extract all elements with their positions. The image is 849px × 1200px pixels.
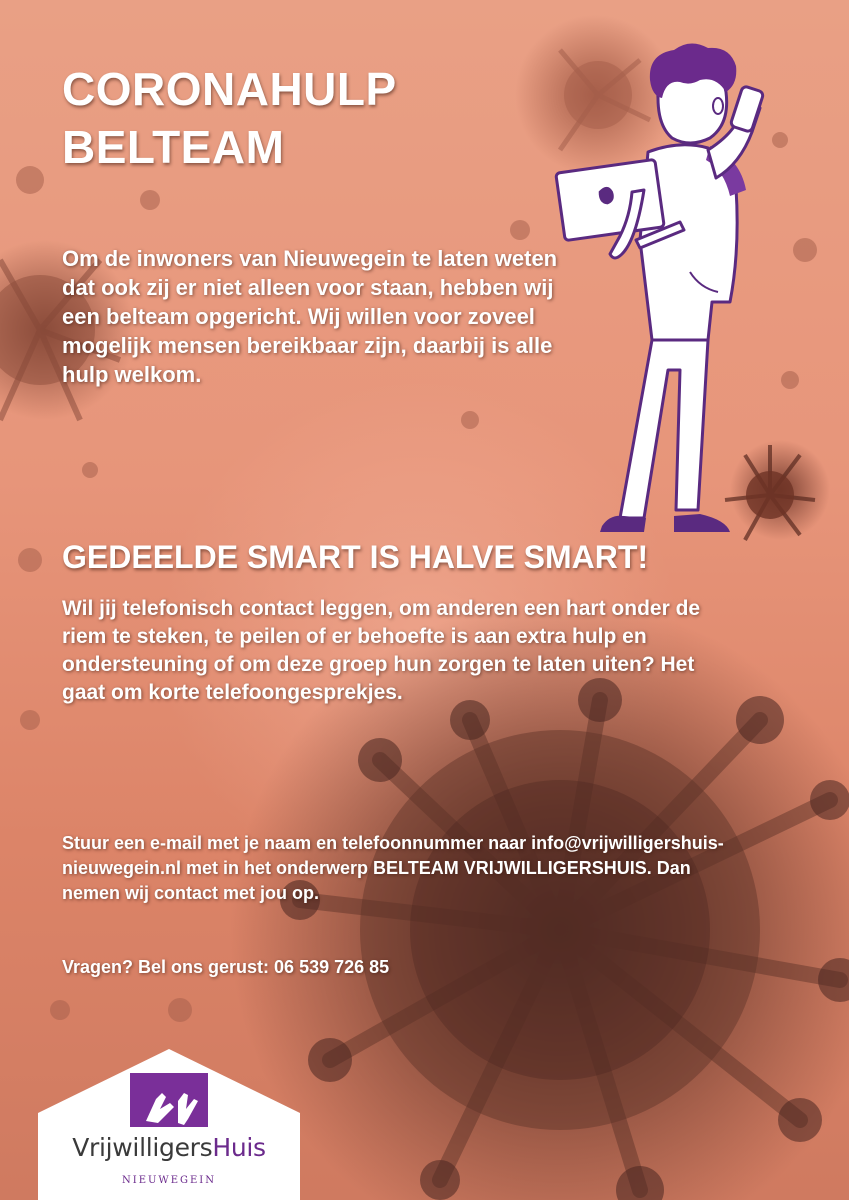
phone-line: Vragen? Bel ons gerust: 06 539 726 85 — [62, 957, 390, 977]
section-heading: GEDEELDE SMART IS HALVE SMART! — [62, 539, 649, 575]
logo-subtitle: NIEUWEGEIN — [122, 1175, 216, 1186]
logo-name — [38, 1133, 300, 1162]
intro-paragraph: Om de inwoners van Nieuwegein te laten weten dat ook zij er niet alleen voor staan, hebben wij een belteam opgericht. Wij willen voor zoveel mogelijk mensen bereikbaar zijn, daarbij is alle hulp welkom. — [62, 246, 558, 387]
person-with-laptop-illustration — [540, 40, 800, 550]
logo-name-part2: Huis — [212, 1133, 266, 1162]
vrijwilligershuis-logo — [38, 1043, 300, 1200]
flyer-title — [62, 60, 397, 176]
title-line-1: CORONAHULP — [62, 63, 397, 115]
call-to-action-paragraph: Wil jij telefonisch contact leggen, om anderen een hart onder de riem te steken, te peilen of er behoefte is aan extra hulp en ondersteuning of om deze groep hun zorgen te laten uiten? Het gaat om korte telefoongesprekjes. — [62, 597, 701, 704]
contact-instructions: Stuur een e-mail met je naam en telefoonnummer naar info@vrijwilligershuis-nieuwegein.nl met in het onderwerp BELTEAM VRIJWILLIGERSHUIS. Dan nemen wij contact met jou op. — [62, 833, 724, 903]
logo-name-part1: Vrijwilligers — [72, 1133, 213, 1162]
title-line-2: BELTEAM — [62, 121, 285, 173]
